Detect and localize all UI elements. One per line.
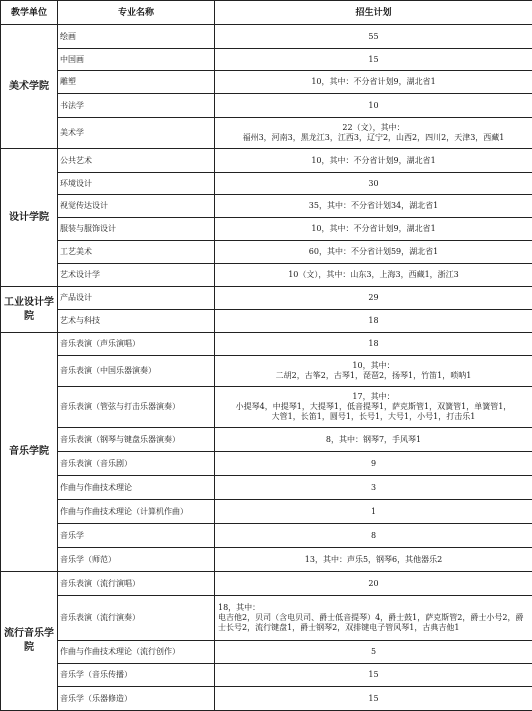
header-plan: 招生计划	[215, 1, 532, 25]
plan-cell: 10，其中：不分省计划9，湖北省1	[215, 71, 532, 94]
table-row	[1, 94, 532, 118]
major-cell: 中国画	[58, 49, 215, 71]
table-row	[1, 71, 532, 94]
plan-cell: 18，其中： 电吉他2，贝司（含电贝司、爵士低音提琴）4，爵士鼓1，萨克斯管2，爵士小号2，爵士长号2，流行键盘1，爵士钢琴2，双排键电子管风琴1，古典吉他1	[215, 596, 532, 641]
major-cell: 作曲与作曲技术理论（流行创作）	[58, 641, 215, 664]
unit-cell: 工业设计学院	[1, 287, 58, 333]
table-row	[1, 452, 532, 476]
table-row	[1, 25, 532, 49]
plan-cell: 18	[215, 310, 532, 333]
table-row	[1, 387, 532, 428]
plan-cell: 35，其中：不分省计划34，湖北省1	[215, 195, 532, 218]
plan-cell: 5	[215, 641, 532, 664]
table-row	[1, 572, 532, 596]
plan-cell: 15	[215, 49, 532, 71]
major-cell: 书法学	[58, 94, 215, 118]
plan-cell: 18	[215, 333, 532, 356]
plan-cell: 10（文），其中：山东3，上海3，西藏1，浙江3	[215, 264, 532, 287]
table-row	[1, 49, 532, 71]
table-row	[1, 356, 532, 387]
table-row	[1, 500, 532, 524]
table-row	[1, 218, 532, 241]
major-cell: 视觉传达设计	[58, 195, 215, 218]
plan-cell: 29	[215, 287, 532, 310]
table-row	[1, 149, 532, 173]
plan-cell: 60，其中：不分省计划59，湖北省1	[215, 241, 532, 264]
major-cell: 音乐表演（流行演唱）	[58, 572, 215, 596]
table-row	[1, 264, 532, 287]
unit-cell: 美术学院	[1, 25, 58, 149]
major-cell: 音乐表演（钢琴与键盘乐器演奏）	[58, 428, 215, 452]
plan-cell: 10，其中： 二胡2，古筝2，古琴1，琵琶2，扬琴1，竹笛1，唢呐1	[215, 356, 532, 387]
plan-cell: 20	[215, 572, 532, 596]
header-row	[1, 1, 532, 25]
major-cell: 作曲与作曲技术理论	[58, 476, 215, 500]
major-cell: 音乐表演（管弦与打击乐器演奏）	[58, 387, 215, 428]
unit-cell: 流行音乐学院	[1, 572, 58, 711]
plan-cell: 17，其中： 小提琴4，中提琴1，大提琴1，低音提琴1，萨克斯管1，双簧管1，单簧管1， 大管1，长笛1，圆号1，长号1，大号1，小号1，打击乐1	[215, 387, 532, 428]
plan-cell: 9	[215, 452, 532, 476]
plan-cell: 30	[215, 173, 532, 195]
plan-cell: 1	[215, 500, 532, 524]
plan-cell: 10，其中：不分省计划9，湖北省1	[215, 149, 532, 173]
table-row	[1, 195, 532, 218]
plan-cell: 13，其中：声乐5，钢琴6，其他器乐2	[215, 548, 532, 572]
major-cell: 产品设计	[58, 287, 215, 310]
major-cell: 艺术设计学	[58, 264, 215, 287]
major-cell: 绘画	[58, 25, 215, 49]
table-row	[1, 333, 532, 356]
table-row	[1, 524, 532, 548]
major-cell: 音乐学	[58, 524, 215, 548]
plan-cell: 10，其中：不分省计划9，湖北省1	[215, 218, 532, 241]
table-row	[1, 173, 532, 195]
header-unit: 教学单位	[1, 1, 58, 25]
plan-cell: 10	[215, 94, 532, 118]
table-row	[1, 287, 532, 310]
major-cell: 工艺美术	[58, 241, 215, 264]
major-cell: 音乐学（师范）	[58, 548, 215, 572]
plan-cell: 15	[215, 687, 532, 711]
major-cell: 艺术与科技	[58, 310, 215, 333]
major-cell: 作曲与作曲技术理论（计算机作曲）	[58, 500, 215, 524]
table-row	[1, 641, 532, 664]
plan-cell: 8	[215, 524, 532, 548]
major-cell: 环境设计	[58, 173, 215, 195]
unit-cell: 音乐学院	[1, 333, 58, 572]
unit-cell: 设计学院	[1, 149, 58, 287]
table-row	[1, 310, 532, 333]
major-cell: 音乐学（音乐传播）	[58, 664, 215, 687]
table-row	[1, 548, 532, 572]
plan-cell: 3	[215, 476, 532, 500]
major-cell: 美术学	[58, 118, 215, 149]
table-row	[1, 687, 532, 711]
major-cell: 服装与服饰设计	[58, 218, 215, 241]
major-cell: 音乐表演（声乐演唱）	[58, 333, 215, 356]
plan-cell: 8，其中：钢琴7，手风琴1	[215, 428, 532, 452]
major-cell: 雕塑	[58, 71, 215, 94]
major-cell: 音乐表演（音乐剧）	[58, 452, 215, 476]
table-row	[1, 241, 532, 264]
major-cell: 音乐学（乐器修造）	[58, 687, 215, 711]
table-row	[1, 664, 532, 687]
plan-cell: 15	[215, 664, 532, 687]
major-cell: 音乐表演（中国乐器演奏）	[58, 356, 215, 387]
table-row	[1, 476, 532, 500]
table-row	[1, 428, 532, 452]
plan-cell: 55	[215, 25, 532, 49]
table-row	[1, 118, 532, 149]
table-row	[1, 596, 532, 641]
major-cell: 公共艺术	[58, 149, 215, 173]
header-major: 专业名称	[58, 1, 215, 25]
major-cell: 音乐表演（流行演奏）	[58, 596, 215, 641]
plan-cell: 22（文），其中： 福州3，河南3，黑龙江3，江西3，辽宁2，山西2，四川2，天津3，西藏1	[215, 118, 532, 149]
